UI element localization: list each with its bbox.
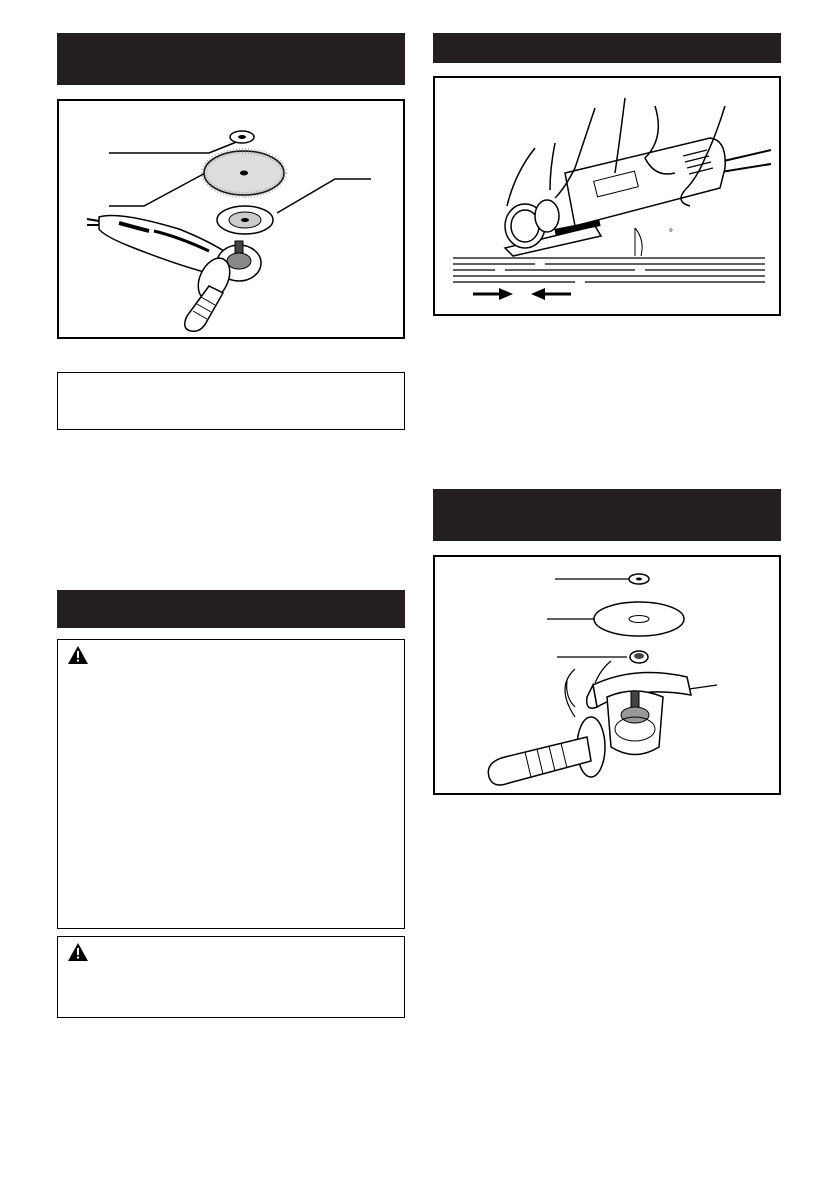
- grinder-with-wheel-assembly-illustration: [435, 557, 779, 793]
- warning-triangle-icon: [68, 943, 88, 961]
- section-heading-grinding: [433, 33, 781, 63]
- grinder-with-sanding-disc-illustration: [59, 101, 403, 337]
- note-box: [57, 372, 405, 430]
- section-heading-sanding-disc: [57, 33, 405, 85]
- angle-degree-symbol: °: [669, 228, 673, 239]
- section-heading-wire-wheel: [433, 489, 781, 541]
- grinding-operation-illustration: [435, 78, 779, 314]
- warning-box-2: [57, 936, 405, 1018]
- warning-triangle-icon: [68, 646, 88, 664]
- figure-grinding-operation: [433, 76, 781, 316]
- figure-wheel-assembly: [433, 555, 781, 795]
- section-heading-operation: [57, 590, 405, 628]
- figure-sanding-disc-assembly: [57, 99, 405, 339]
- warning-box-1: [57, 639, 405, 929]
